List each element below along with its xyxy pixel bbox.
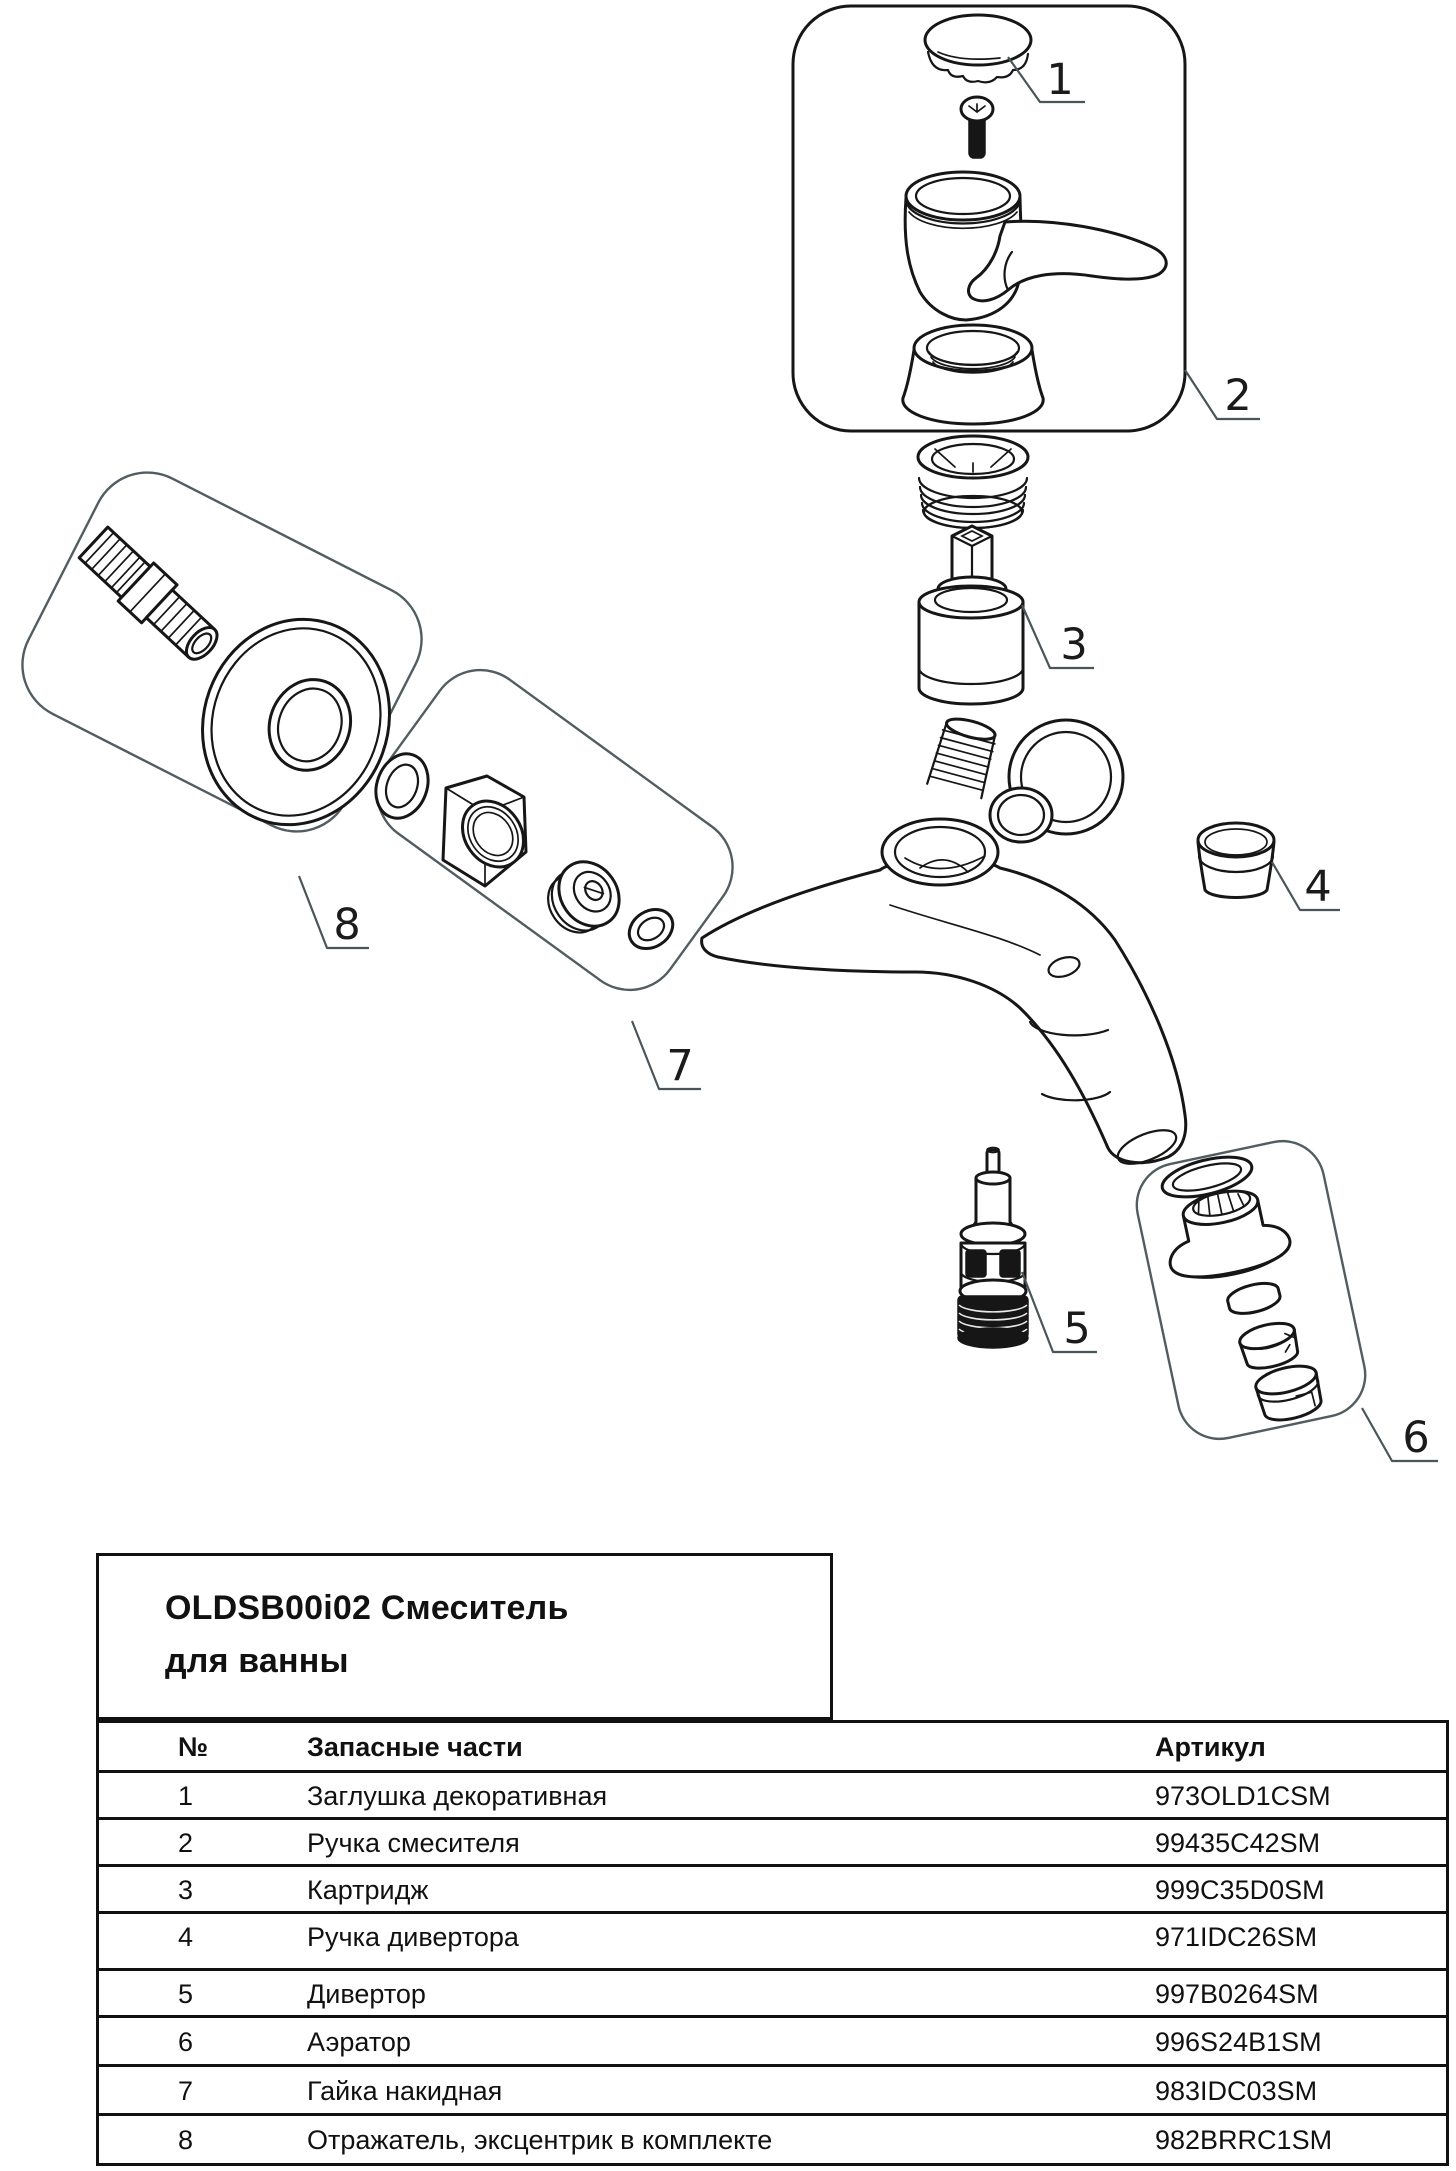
product-title-line2: для ванны bbox=[165, 1642, 349, 1680]
nut-o-ring bbox=[622, 902, 680, 957]
filter-insert bbox=[535, 850, 631, 946]
row-name: Аэратор bbox=[307, 2027, 411, 2057]
diverter bbox=[958, 1148, 1028, 1349]
callout-6: 6 bbox=[1402, 1413, 1430, 1463]
eccentric bbox=[76, 523, 228, 669]
row-article: 973OLD1CSM bbox=[1155, 1781, 1331, 1811]
row-article: 982BRRC1SM bbox=[1155, 2125, 1333, 2155]
header-article: Артикул bbox=[1155, 1732, 1266, 1762]
row-article: 983IDC03SM bbox=[1155, 2076, 1318, 2106]
faucet-body bbox=[702, 714, 1186, 1170]
table-row bbox=[99, 2015, 1446, 2064]
row-article: 996S24B1SM bbox=[1155, 2027, 1322, 2057]
row-article: 997B0264SM bbox=[1155, 1979, 1319, 2009]
row-num: 2 bbox=[178, 1828, 194, 1858]
row-num: 1 bbox=[178, 1781, 194, 1811]
aerator-insert bbox=[1237, 1319, 1301, 1373]
row-name: Ручка дивертора bbox=[307, 1922, 519, 1952]
spare-parts-table bbox=[96, 1720, 1449, 2166]
row-num: 5 bbox=[178, 1979, 194, 2009]
union-nut bbox=[443, 776, 536, 886]
table-row bbox=[99, 1864, 1446, 1911]
callout-2: 2 bbox=[1224, 371, 1252, 421]
row-name: Ручка смесителя bbox=[307, 1828, 520, 1858]
table-row bbox=[99, 2064, 1446, 2113]
diverter-knob bbox=[1198, 823, 1274, 898]
row-num: 8 bbox=[178, 2125, 194, 2155]
row-num: 7 bbox=[178, 2076, 194, 2106]
callout-4: 4 bbox=[1304, 862, 1332, 912]
row-name: Дивертор bbox=[307, 1979, 426, 2009]
row-name: Картридж bbox=[307, 1875, 429, 1905]
row-num: 3 bbox=[178, 1875, 194, 1905]
row-article: 971IDC26SM bbox=[1155, 1922, 1318, 1952]
table-row bbox=[99, 1817, 1446, 1864]
title-box bbox=[96, 1553, 833, 1720]
table-header-row bbox=[99, 1723, 1446, 1770]
row-name: Отражатель, эксцентрик в комплекте bbox=[307, 2125, 773, 2155]
row-num: 6 bbox=[178, 2027, 194, 2057]
callout-5: 5 bbox=[1063, 1304, 1091, 1354]
header-name: Запасные части bbox=[307, 1732, 523, 1762]
callout-7: 7 bbox=[666, 1041, 694, 1091]
nut-group-box bbox=[358, 650, 753, 1009]
row-article: 999C35D0SM bbox=[1155, 1875, 1325, 1905]
table-row bbox=[99, 1770, 1446, 1817]
aerator-shell bbox=[1253, 1361, 1325, 1425]
row-name: Заглушка декоративная bbox=[307, 1781, 608, 1811]
handle-dome-ring bbox=[903, 325, 1043, 424]
callout-3: 3 bbox=[1060, 620, 1088, 670]
row-article: 99435C42SM bbox=[1155, 1828, 1321, 1858]
table-row bbox=[99, 1911, 1446, 1968]
aerator-washer bbox=[1225, 1279, 1282, 1318]
table-row bbox=[99, 2113, 1446, 2163]
cartridge bbox=[919, 526, 1023, 704]
threaded-adapter-ring bbox=[918, 436, 1028, 528]
product-code-title: OLDSB00i02 Смеситель bbox=[165, 1589, 569, 1627]
table-row bbox=[99, 1968, 1446, 2015]
callout-1: 1 bbox=[1046, 55, 1074, 105]
header-num: № bbox=[178, 1732, 209, 1762]
row-name: Гайка накидная bbox=[307, 2076, 503, 2106]
row-num: 4 bbox=[178, 1922, 194, 1952]
callout-8: 8 bbox=[333, 900, 361, 950]
